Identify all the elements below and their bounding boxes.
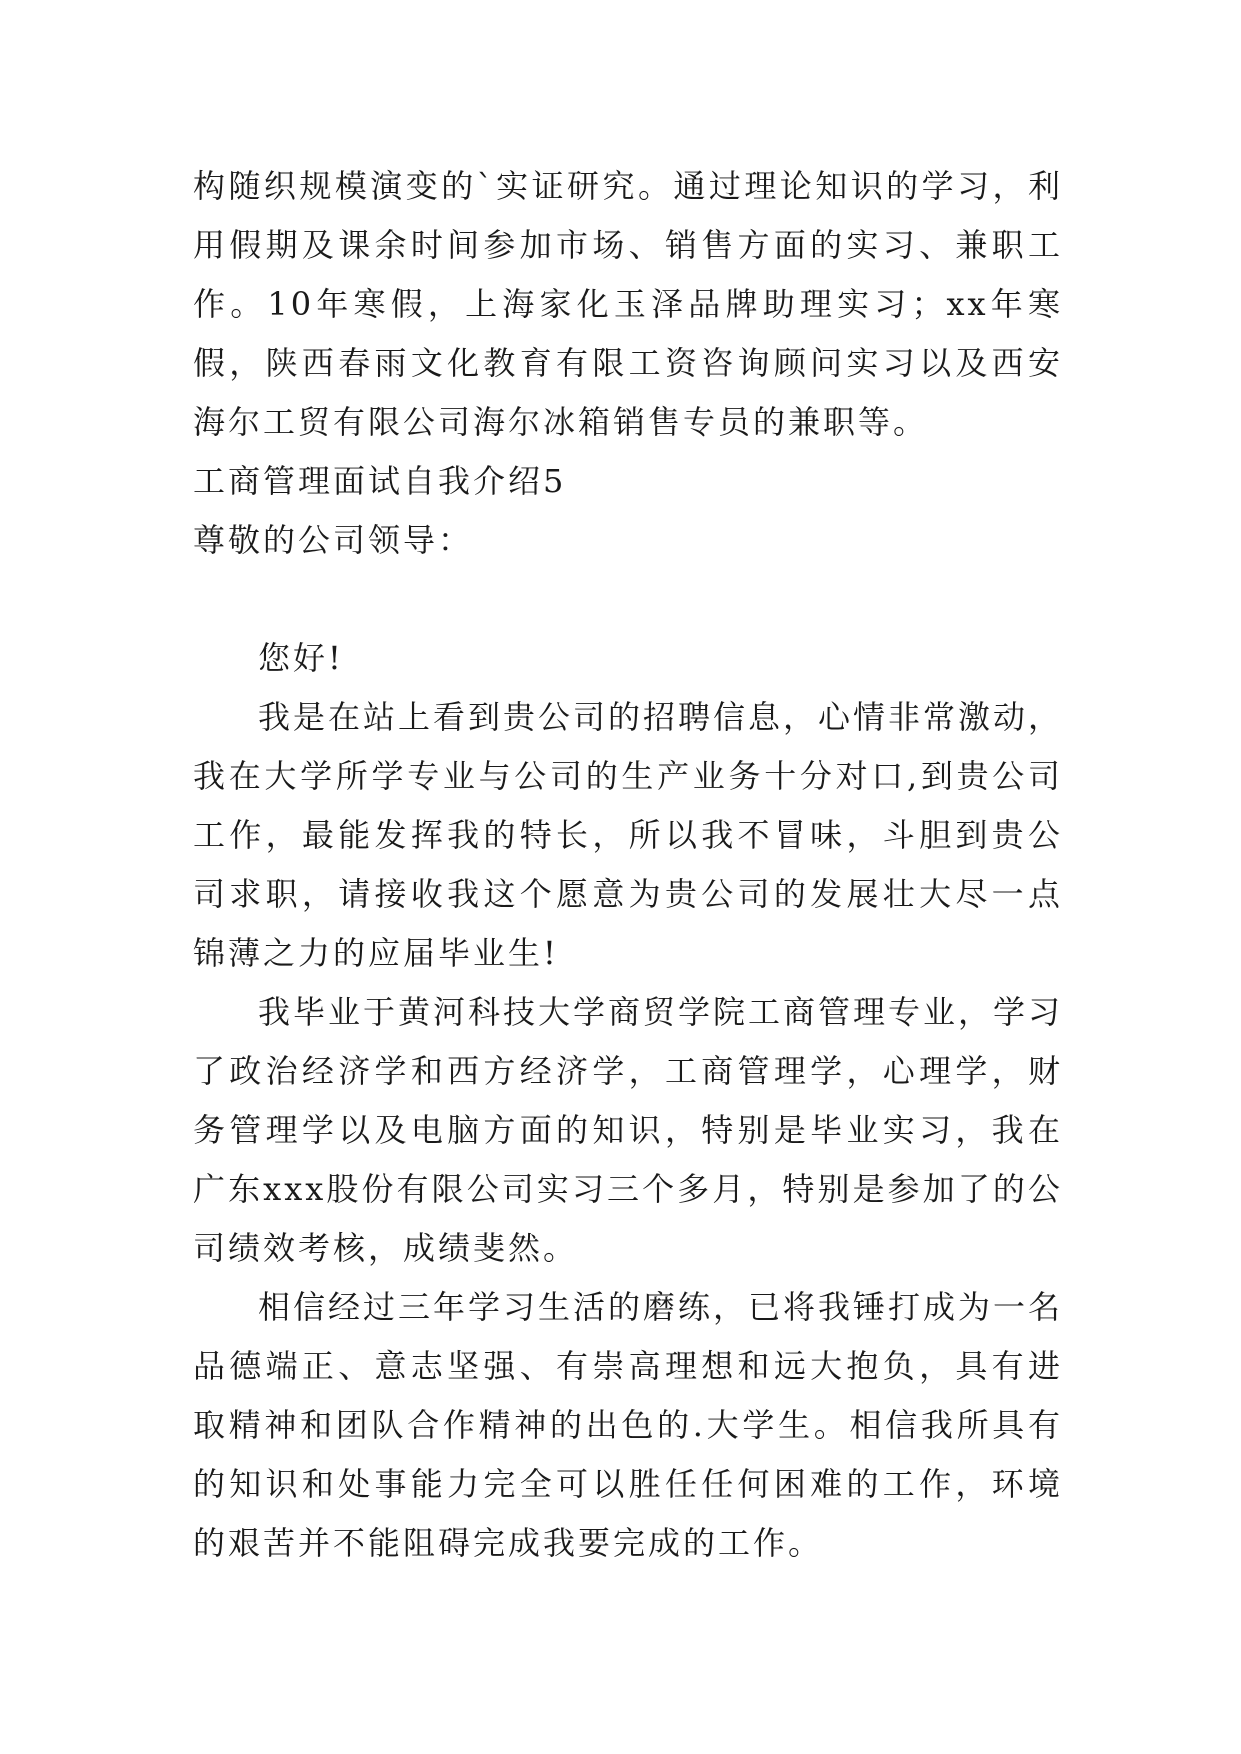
greeting: 您好! xyxy=(258,639,344,677)
section-heading: 工商管理面试自我介绍5 xyxy=(193,462,567,500)
salutation: 尊敬的公司领导： xyxy=(193,521,474,559)
document-body xyxy=(193,157,1063,1573)
paragraph-internship: 构随织规模演变的`实证研究。通过理论知识的学习，利用假期及课余时间参加市场、销售方面的实习、兼职工作。10年寒假，上海家化玉泽品牌助理实习；xx年寒假，陕西春雨文化教育有限工资咨询顾问实习以及西安海尔工贸有限公司海尔冰箱销售专员的兼职等。 xyxy=(193,167,1063,441)
paragraph-motivation: 我是在站上看到贵公司的招聘信息，心情非常激动，我在大学所学专业与公司的生产业务十分对口,到贵公司工作，最能发挥我的特长，所以我不冒味，斗胆到贵公司求职，请接收我这个愿意为贵公司的发展壮大尽一点锦薄之力的应届毕业生! xyxy=(193,698,1064,972)
blank-line xyxy=(193,570,1063,629)
paragraph-education: 我毕业于黄河科技大学商贸学院工商管理专业，学习了政治经济学和西方经济学，工商管理学，心理学，财务管理学以及电脑方面的知识，特别是毕业实习，我在广东xxx股份有限公司实习三个多月，特别是参加了的公司绩效考核，成绩斐然。 xyxy=(193,993,1064,1267)
paragraph-confidence: 相信经过三年学习生活的磨练，已将我锤打成为一名品德端正、意志坚强、有崇高理想和远大抱负，具有进取精神和团队合作精神的出色的.大学生。相信我所具有的知识和处事能力完全可以胜任任何困难的工作，环境的艰苦并不能阻碍完成我要完成的工作。 xyxy=(193,1288,1064,1562)
